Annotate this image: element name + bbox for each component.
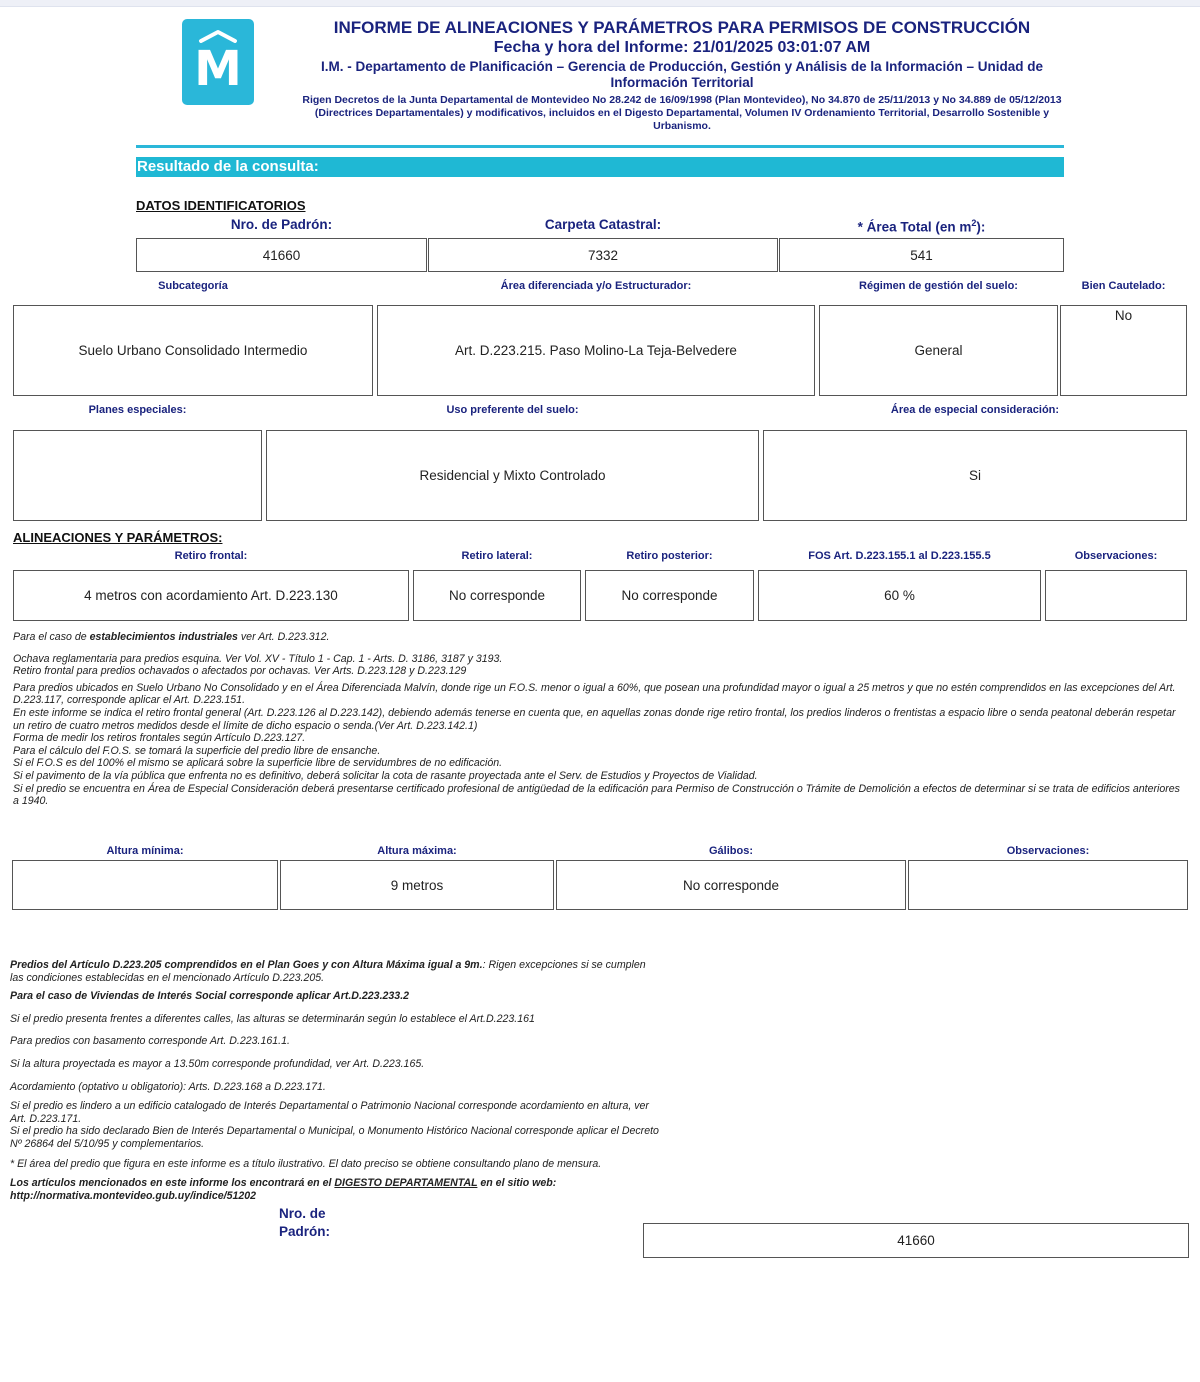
- lindero-note: Si el predio es lindero a un edificio catalogado de Interés Departamental o Patrimonio Nacional corresponde acordamiento en altura, ver Art. D.223.171.: [10, 1100, 649, 1125]
- retiro-frontal-value: 4 metros con acordamiento Art. D.223.130: [13, 570, 409, 621]
- logo-letter: M: [194, 41, 242, 97]
- declarado-note: Si el predio ha sido declarado Bien de Interés Departamental o Municipal, o Monumento Histórico Nacional corresponde aplicar el Decreto Nº 26864 del 5/10/95 y complementarios.: [10, 1125, 659, 1150]
- area-diferenciada-label: Área diferenciada y/o Estructurador:: [500, 280, 692, 292]
- observaciones-label: Observaciones:: [1074, 550, 1158, 562]
- fos-value: 60 %: [758, 570, 1041, 621]
- galibos-value: No corresponde: [556, 860, 906, 910]
- retiro-posterior-label: Retiro posterior:: [626, 550, 713, 562]
- alturas-observaciones-value: [908, 860, 1188, 910]
- altura-minima-value: [12, 860, 278, 910]
- alturas-notes: [10, 959, 660, 1202]
- footer-padron-label: Nro. de Padrón:: [279, 1206, 331, 1239]
- area-label-text: * Área Total (en m: [857, 219, 972, 235]
- note-line: Para predios ubicados en Suelo Urbano No Consolidado y en el Área Diferenciada Malvín, donde rige un F.O.S. menor o igual a 60%, que posean una profundidad mayor o igual a 25 metros y que no estén comprendidos en las excepciones del Art. D.223.117, corresponde aplicar el Art. D.223.151.: [13, 681, 1176, 707]
- footer-padron-value: 41660: [643, 1223, 1189, 1258]
- retiro-frontal-label: Retiro frontal:: [174, 550, 248, 562]
- viviendas-note: [10, 990, 660, 1003]
- report-department: I.M. - Departamento de Planificación – Gerencia de Producción, Gestión y Análisis de la Información – Unidad de Información Territorial: [321, 59, 1043, 90]
- galibos-label: Gálibos:: [708, 845, 753, 857]
- carpeta-value: 7332: [428, 238, 778, 272]
- area-ilustrativa-note: * El área del predio que figura en este informe es a título ilustrativo. El dato preciso se obtiene consultando plano de mensura.: [10, 1157, 602, 1170]
- viviendas-bold: Para el caso de Viviendas de Interés Social corresponde aplicar Art.D.223.233.2: [10, 990, 410, 1003]
- padron-label: Nro. de Padrón:: [230, 217, 333, 232]
- im-logo: [182, 19, 254, 105]
- digesto-url[interactable]: [10, 1190, 660, 1203]
- basamento-note: Para predios con basamento corresponde Art. D.223.161.1.: [10, 1035, 290, 1048]
- bien-cautelado-value: No: [1060, 305, 1187, 396]
- industrial-note: [13, 631, 1188, 644]
- subcategoria-label: Subcategoría: [158, 280, 228, 292]
- subcategoria-value: Suelo Urbano Consolidado Intermedio: [13, 305, 373, 396]
- uso-preferente-label: Uso preferente del suelo:: [446, 404, 579, 416]
- goes-rest: : Rigen excepciones si se cumplen las condiciones establecidas en el mencionado Artículo D.223.205.: [10, 959, 646, 984]
- note-line: En este informe se indica el retiro frontal general (Art. D.223.126 al D.223.142), debiendo además tenerse en cuenta que, en aquellas zonas donde rige retiro frontal, los predios linderos o frentistas a espacio libre o senda peatonal deberán respetar un retiro de cuatro metros medidos desde el límite de dicho espacio o senda.(Ver Art. D.223.142.1): [13, 706, 1176, 732]
- alineaciones-section-title: ALINEACIONES Y PARÁMETROS:: [13, 530, 223, 545]
- note-line: Si el F.O.S es del 100% el mismo se aplicará sobre la superficie libre de servidumbres de no edificación.: [13, 757, 503, 770]
- acordamiento-note: Acordamiento (optativo u obligatorio): Arts. D.223.168 a D.223.171.: [10, 1080, 326, 1093]
- area-total-value: 541: [779, 238, 1064, 272]
- report-datetime: Fecha y hora del Informe: 21/01/2025 03:01:07 AM: [493, 39, 871, 56]
- planes-especiales-value: [13, 430, 262, 521]
- area-label-sup: 2: [971, 218, 977, 228]
- report-title: INFORME DE ALINEACIONES Y PARÁMETROS PARA PERMISOS DE CONSTRUCCIÓN: [333, 18, 1031, 37]
- planes-especiales-label: Planes especiales:: [88, 404, 187, 416]
- frentes-note: Si el predio presenta frentes a diferentes calles, las alturas se determinarán según lo establece el Art.D.223.161: [10, 1012, 535, 1025]
- digesto-link[interactable]: DIGESTO DEPARTAMENTAL: [334, 1177, 478, 1190]
- result-bar: Resultado de la consulta:: [136, 157, 1064, 177]
- note-line: Retiro frontal para predios ochavados o afectados por ochavas. Ver Arts. D.223.128 y D.223.129: [13, 665, 467, 678]
- goes-note: [10, 959, 660, 984]
- altura-maxima-label: Altura máxima:: [377, 845, 457, 857]
- note-line: Ochava reglamentaria para predios esquina. Ver Vol. XV - Título 1 - Cap. 1 - Arts. D. 3186, 3187 y 3193.: [13, 652, 503, 665]
- note-line: Para el cálculo del F.O.S. se tomará la superficie del predio libre de ensanche.: [13, 744, 381, 757]
- retiro-lateral-value: No corresponde: [413, 570, 581, 621]
- note-line: Si el pavimento de la vía pública que enfrenta no es definitivo, deberá solicitar la cota de rasante proyectada ante el Serv. de Estudios y Proyectos de Vialidad.: [13, 769, 758, 782]
- datos-section-title: DATOS IDENTIFICATORIOS: [136, 198, 306, 213]
- regimen-label: Régimen de gestión del suelo:: [859, 280, 1018, 292]
- altura-proyectada-note: Si la altura proyectada es mayor a 13.50m corresponde profundidad, ver Art. D.223.165.: [10, 1057, 425, 1070]
- digesto-suffix: en el sitio web:: [477, 1177, 557, 1190]
- altura-minima-label: Altura mínima:: [106, 845, 184, 857]
- retiro-posterior-value: No corresponde: [585, 570, 754, 621]
- note-line: Si el predio se encuentra en Área de Especial Consideración deberá presentarse certificado profesional de antigüedad de la edificación para Permiso de Construcción o Trámite de Demolición a efectos de determinar si se trata de edificios anteriores a 1940.: [13, 782, 1180, 808]
- alineaciones-notes: [13, 631, 1188, 808]
- area-diferenciada-value: Art. D.223.215. Paso Molino-La Teja-Belvedere: [377, 305, 815, 396]
- especial-consideracion-value: Si: [763, 430, 1187, 521]
- observaciones-value: [1045, 570, 1187, 621]
- digesto-url-text[interactable]: http://normativa.montevideo.gub.uy/indice/51202: [10, 1189, 257, 1202]
- area-total-label: [779, 214, 1064, 237]
- uso-preferente-value: Residencial y Mixto Controlado: [266, 430, 759, 521]
- retiro-lateral-label: Retiro lateral:: [461, 550, 533, 562]
- area-label-suffix: ):: [976, 219, 986, 235]
- regimen-value: General: [819, 305, 1058, 396]
- digesto-prefix: Los artículos mencionados en este informe los encontrará en el: [10, 1177, 335, 1190]
- fos-label: FOS Art. D.223.155.1 al D.223.155.5: [808, 550, 991, 562]
- report-legal-text: Rigen Decretos de la Junta Departamental de Montevideo No 28.242 de 16/09/1998 (Plan Montevideo), No 34.870 de 25/11/2013 y No 34.889 de 05/12/2013 (Directrices Departamentales) y modificativos, incluidos en el Digesto Departamental, Volumen IV Ordenamiento Territorial, Desarrollo Sostenible y Urbanismo.: [302, 94, 1062, 132]
- padron-value: 41660: [136, 238, 427, 272]
- alturas-observaciones-label: Observaciones:: [1006, 845, 1090, 857]
- bien-cautelado-label: Bien Cautelado:: [1081, 280, 1166, 292]
- top-border: [0, 0, 1200, 7]
- industrial-bold: establecimientos industriales: [89, 631, 238, 643]
- carpeta-label: Carpeta Catastral:: [544, 217, 662, 232]
- digesto-note: [10, 1177, 660, 1190]
- goes-bold: Predios del Artículo D.223.205 comprendidos en el Plan Goes y con Altura Máxima igual a 9m.: [10, 959, 483, 971]
- especial-consideracion-label: Área de especial consideración:: [890, 404, 1060, 416]
- note-line: Forma de medir los retiros frontales según Artículo D.223.127.: [13, 732, 306, 745]
- altura-maxima-value: 9 metros: [280, 860, 554, 910]
- industrial-suffix: ver Art. D.223.312.: [237, 631, 330, 643]
- header-divider: [136, 145, 1064, 148]
- industrial-prefix: Para el caso de: [13, 631, 90, 643]
